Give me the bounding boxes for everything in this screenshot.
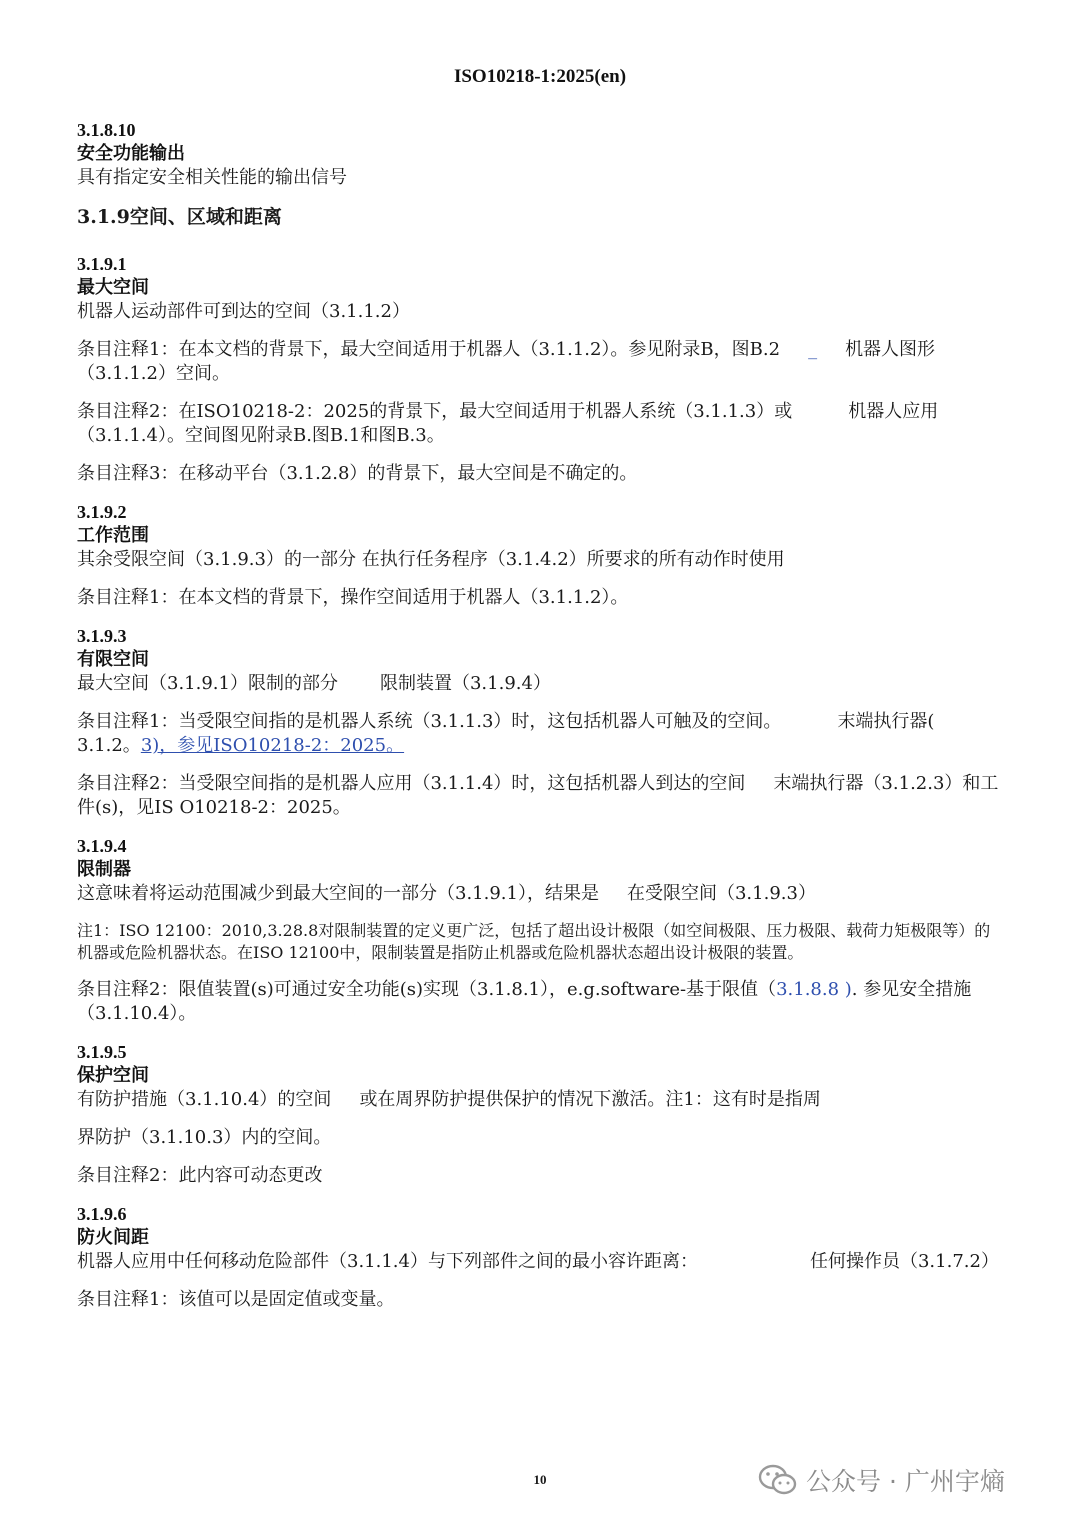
note-text: 条目注释2：当受限空间指的是机器人应用（3.1.1.4）时，这包括机器人到达的空间 [77, 773, 746, 794]
clause-definition [77, 1250, 1002, 1274]
note-link[interactable]: 3.1.8.8 ) [776, 979, 852, 1000]
clause-definition-continued: 界防护（3.1.10.3）内的空间。 [77, 1127, 332, 1148]
clause-definition: 机器人运动部件可到达的空间（3.1.1.2） [77, 301, 410, 322]
watermark [758, 1462, 1005, 1498]
clause-number: 3.1.9.3 [77, 626, 127, 646]
section-3-1-9-1 [77, 252, 1002, 486]
clause-term: 安全功能输出 [77, 143, 185, 164]
section-3-1-9-5 [77, 1040, 1002, 1188]
clause-number: 3.1.9.2 [77, 502, 127, 522]
entry-note-2 [77, 400, 1002, 448]
definition-text: 限制装置（3.1.9.4） [379, 673, 551, 694]
clause-number: 3.1.9.6 [77, 1204, 127, 1224]
clause-term: 工作范围 [77, 525, 149, 546]
clause-definition: 其余受限空间（3.1.9.3）的一部分 在执行任务程序（3.1.4.2）所要求的所有动作时使用 [77, 549, 785, 570]
section-3-1-9-6 [77, 1202, 1002, 1312]
note-text: 末端执行器（3.1.2.3）和工件(s)，见IS O10218-2：2025。 [77, 773, 999, 818]
note-link[interactable]: _ [808, 339, 818, 360]
note-text: 条目注释1：在本文档的背景下，最大空间适用于机器人（3.1.1.2）。参见附录B，图B.2 [77, 339, 781, 360]
entry-note-1: 条目注释1：在本文档的背景下，操作空间适用于机器人（3.1.1.2）。 [77, 587, 629, 608]
note-text: 机器人应用（3.1.1.4）。空间图见附录B.图B.1和图B.3。 [77, 401, 939, 446]
section-3-1-9-2 [77, 500, 1002, 610]
definition-text: 机器人应用中任何移动危险部件（3.1.1.4）与下列部件之间的最小容许距离： [77, 1251, 698, 1272]
note-link[interactable]: 3)，参见ISO10218-2：2025。 [140, 735, 405, 756]
clause-definition [77, 672, 1002, 696]
entry-note-2 [77, 772, 1002, 820]
note-text: 条目注释1：当受限空间指的是机器人系统（3.1.1.3）时，这包括机器人可触及的空间。 [77, 711, 782, 732]
definition-text: 或在周界防护提供保护的情况下激活。注1：这有时是指周 [359, 1089, 821, 1110]
wechat-icon [758, 1463, 798, 1497]
clause-definition [77, 1088, 1002, 1112]
clause-number: 3.1.9.1 [77, 254, 127, 274]
clause-definition [77, 882, 1002, 906]
clause-term: 防火间距 [77, 1227, 149, 1248]
note-text: 条目注释2：限值装置(s)可通过安全功能(s)实现（3.1.8.1），e.g.software-基于限值（ [77, 979, 777, 1000]
entry-note-1: 条目注释1：该值可以是固定值或变量。 [77, 1289, 395, 1310]
section-3-1-9-4 [77, 834, 1002, 1026]
document-header-title: ISO10218-1:2025(en) [453, 66, 627, 87]
section-3-1-8-10 [77, 118, 1002, 190]
watermark-text: 公众号 · 广州宇熵 [806, 1467, 1005, 1496]
entry-note-2: 条目注释2：此内容可动态更改 [77, 1165, 323, 1186]
clause-term: 最大空间 [77, 277, 149, 298]
note-text: 机器人图形（3.1.1.2）空间。 [77, 339, 936, 384]
entry-note-3: 条目注释3：在移动平台（3.1.2.8）的背景下，最大空间是不确定的。 [77, 463, 638, 484]
definition-text: 任何操作员（3.1.7.2） [809, 1251, 999, 1272]
clause-term: 限制器 [77, 859, 131, 880]
note-1: 注1：ISO 12100：2010,3.28.8对限制装置的定义更广泛，包括了超出设计极限（如空间极限、压力极限、载荷力矩极限等）的机器或危险机器状态。在ISO 12100中，限制装置是指防止机器或危险机器状态超出设计极限的装置。 [77, 921, 991, 962]
entry-note-2 [77, 978, 1002, 1026]
clause-definition: 具有指定安全相关性能的输出信号 [77, 167, 347, 188]
section-3-1-9-3 [77, 624, 1002, 820]
clause-number: 3.1.9.5 [77, 1042, 127, 1062]
clause-term: 有限空间 [77, 649, 149, 670]
definition-text: 最大空间（3.1.9.1）限制的部分 [77, 673, 338, 694]
page-number: 10 [533, 1472, 547, 1487]
entry-note-1 [77, 338, 1002, 386]
note-text: 条目注释2：在ISO10218-2：2025的背景下，最大空间适用于机器人系统（3.1.1.3）或 [77, 401, 793, 422]
clause-term: 保护空间 [77, 1065, 149, 1086]
section-heading-3-1-9: 3.1.9空间、区域和距离 [77, 206, 282, 228]
definition-text: 有防护措施（3.1.10.4）的空间 [77, 1089, 332, 1110]
clause-number: 3.1.8.10 [77, 120, 136, 140]
clause-number: 3.1.9.4 [77, 836, 127, 856]
entry-note-1 [77, 710, 1002, 758]
note-text: 末端执行器( 3.1.2。 [77, 711, 935, 756]
definition-text: 在受限空间（3.1.9.3） [626, 883, 816, 904]
definition-text: 这意味着将运动范围减少到最大空间的一部分（3.1.9.1），结果是 [77, 883, 599, 904]
document-body [77, 118, 1002, 1326]
note-text: . 参见安全措施（3.1.10.4）。 [77, 979, 972, 1024]
